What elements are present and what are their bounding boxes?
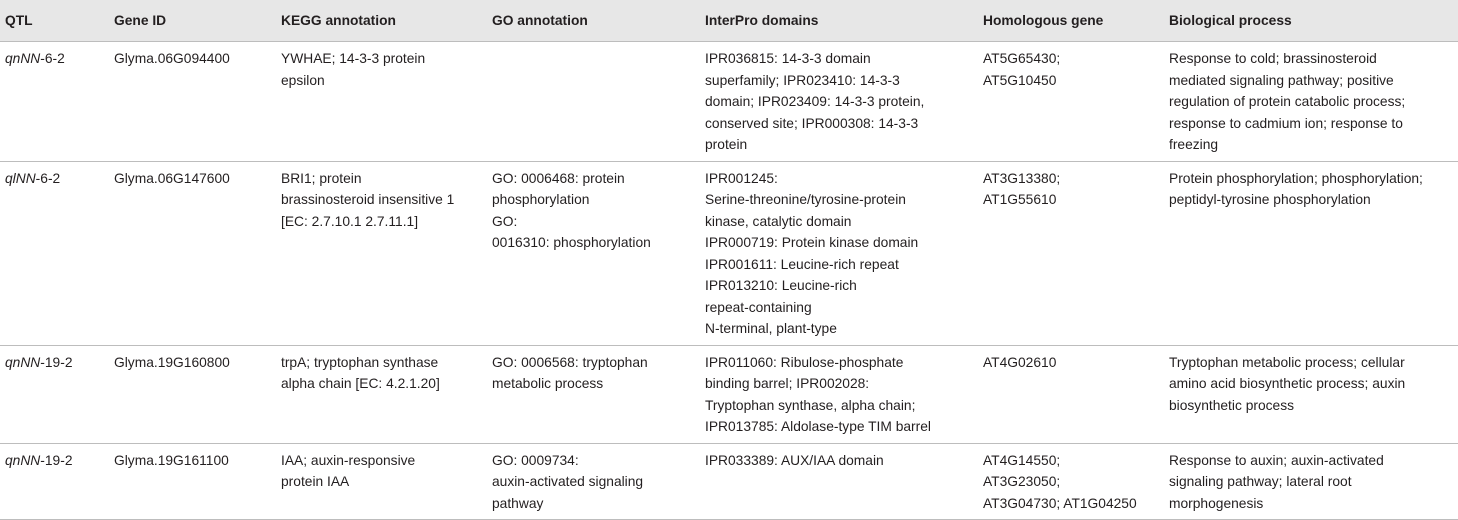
cell-text-line: protein — [705, 137, 748, 152]
table-row — [0, 42, 1458, 162]
cell-text-line: superfamily; IPR023410: 14-3-3 — [705, 72, 900, 88]
cell-text-line: mediated signaling pathway; positive — [1169, 72, 1394, 88]
biological-process-cell — [1163, 161, 1458, 345]
header-go-annotation: GO annotation — [486, 0, 699, 42]
cell-text-line: kinase, catalytic domain — [705, 213, 852, 229]
qtl-cell — [0, 161, 108, 345]
interpro-domains-cell — [699, 345, 977, 443]
cell-text-line: IAA; auxin-responsive — [281, 452, 416, 468]
kegg-annotation-cell — [275, 345, 486, 443]
table-body — [0, 42, 1458, 520]
cell-text-line: Protein phosphorylation; phosphorylation; — [1169, 170, 1423, 186]
cell-text-line: GO: 0009734: — [492, 452, 579, 468]
cell-text-line: amino acid biosynthetic process; auxin — [1169, 376, 1406, 391]
cell-text-line: BRI1; protein — [281, 170, 362, 186]
cell-text-line: IPR000719: Protein kinase domain — [705, 235, 919, 250]
cell-text-line: pathway — [492, 495, 544, 511]
go-annotation-cell — [486, 443, 699, 520]
gene-id-cell: Glyma.19G161100 — [108, 443, 275, 520]
cell-text-line: IPR001611: Leucine-rich repeat — [705, 256, 899, 272]
interpro-domains-cell — [699, 42, 977, 162]
qtl-cell — [0, 443, 108, 520]
header-biological-process: Biological process — [1163, 0, 1458, 42]
cell-text-line: 0016310: phosphorylation — [492, 235, 651, 250]
cell-text-line: brassinosteroid insensitive 1 — [281, 192, 455, 207]
cell-text-line: Tryptophan metabolic process; cellular — [1169, 354, 1405, 370]
biological-process-cell — [1163, 345, 1458, 443]
table-header-row — [0, 0, 1458, 42]
qtl-cell — [0, 42, 108, 162]
cell-text-line: trpA; tryptophan synthase — [281, 354, 439, 370]
cell-text-line: IPR013210: Leucine-rich — [705, 278, 857, 293]
cell-text-line: auxin-activated signaling — [492, 474, 644, 489]
interpro-domains-cell — [699, 443, 977, 520]
header-qtl: QTL — [0, 0, 108, 42]
gene-id-cell: Glyma.06G147600 — [108, 161, 275, 345]
cell-text-line: repeat-containing — [705, 299, 812, 315]
cell-text-line: epsilon — [281, 72, 325, 88]
cell-text-line: phosphorylation — [492, 192, 590, 207]
table-row — [0, 443, 1458, 520]
cell-text-line: Response to auxin; auxin-activated — [1169, 452, 1384, 468]
cell-text-line: AT5G65430; — [983, 51, 1061, 66]
cell-text-line: AT3G23050; — [983, 474, 1061, 489]
cell-text-line: morphogenesis — [1169, 495, 1264, 511]
cell-text-line: YWHAE; 14-3-3 protein — [281, 51, 426, 66]
header-interpro-domains: InterPro domains — [699, 0, 977, 42]
cell-text-line: protein IAA — [281, 474, 350, 489]
qtl-name-suffix: -6-2 — [35, 170, 61, 186]
qtl-name-suffix: -6-2 — [40, 51, 65, 66]
qtl-name-suffix: -19-2 — [40, 452, 73, 468]
cell-text-line: Tryptophan synthase, alpha chain; — [705, 397, 916, 413]
homologous-gene-cell — [977, 161, 1163, 345]
go-annotation-cell — [486, 345, 699, 443]
cell-text-line: AT4G02610 — [983, 354, 1057, 370]
cell-text-line: regulation of protein catabolic process; — [1169, 94, 1406, 109]
cell-text-line: binding barrel; IPR002028: — [705, 376, 870, 391]
cell-text-line: biosynthetic process — [1169, 397, 1295, 413]
cell-text-line: N-terminal, plant-type — [705, 321, 837, 336]
homologous-gene-cell — [977, 345, 1163, 443]
cell-text-line: GO: 0006568: tryptophan — [492, 354, 648, 370]
homologous-gene-cell — [977, 443, 1163, 520]
cell-text-line: GO: — [492, 213, 518, 229]
cell-text-line: freezing — [1169, 137, 1219, 152]
cell-text-line: IPR013785: Aldolase-type TIM barrel — [705, 419, 931, 434]
gene-id-cell: Glyma.19G160800 — [108, 345, 275, 443]
qtl-name-suffix: -19-2 — [40, 354, 73, 370]
biological-process-cell — [1163, 42, 1458, 162]
table-row — [0, 161, 1458, 345]
header-kegg-annotation: KEGG annotation — [275, 0, 486, 42]
cell-text-line: AT5G10450 — [983, 72, 1057, 88]
cell-text-line: peptidyl-tyrosine phosphorylation — [1169, 192, 1371, 207]
cell-text-line: response to cadmium ion; response to — [1169, 115, 1403, 131]
qtl-name-italic: qnNN — [5, 51, 41, 66]
table-row — [0, 345, 1458, 443]
cell-text-line: GO: 0006468: protein — [492, 170, 625, 186]
cell-text-line: AT3G04730; AT1G04250 — [983, 495, 1137, 511]
biological-process-cell — [1163, 443, 1458, 520]
cell-text-line: [EC: 2.7.10.1 2.7.11.1] — [281, 213, 419, 229]
cell-text-line: Serine-threonine/tyrosine-protein — [705, 192, 906, 207]
cell-text-line: metabolic process — [492, 376, 604, 391]
interpro-domains-cell — [699, 161, 977, 345]
kegg-annotation-cell — [275, 161, 486, 345]
go-annotation-cell — [486, 42, 699, 162]
gene-id-cell: Glyma.06G094400 — [108, 42, 275, 162]
kegg-annotation-cell — [275, 42, 486, 162]
qtl-name-italic: qnNN — [5, 452, 41, 468]
qtl-name-italic: qlNN — [5, 170, 36, 186]
cell-text-line: Response to cold; brassinosteroid — [1169, 51, 1377, 66]
kegg-annotation-cell — [275, 443, 486, 520]
cell-text-line: AT4G14550; — [983, 452, 1061, 468]
cell-text-line: alpha chain [EC: 4.2.1.20] — [281, 376, 440, 391]
cell-text-line: AT1G55610 — [983, 192, 1057, 207]
homologous-gene-cell — [977, 42, 1163, 162]
qtl-cell — [0, 345, 108, 443]
cell-text-line: IPR011060: Ribulose-phosphate — [705, 354, 904, 370]
header-gene-id: Gene ID — [108, 0, 275, 42]
cell-text-line: domain; IPR023409: 14-3-3 protein, — [705, 94, 925, 109]
cell-text-line: IPR001245: — [705, 170, 778, 186]
cell-text-line: AT3G13380; — [983, 170, 1061, 186]
header-homologous-gene: Homologous gene — [977, 0, 1163, 42]
go-annotation-cell — [486, 161, 699, 345]
cell-text-line: IPR033389: AUX/IAA domain — [705, 452, 884, 468]
qtl-name-italic: qnNN — [5, 354, 41, 370]
cell-text-line: conserved site; IPR000308: 14-3-3 — [705, 115, 919, 131]
cell-text-line: IPR036815: 14-3-3 domain — [705, 51, 871, 66]
cell-text-line: signaling pathway; lateral root — [1169, 474, 1352, 489]
